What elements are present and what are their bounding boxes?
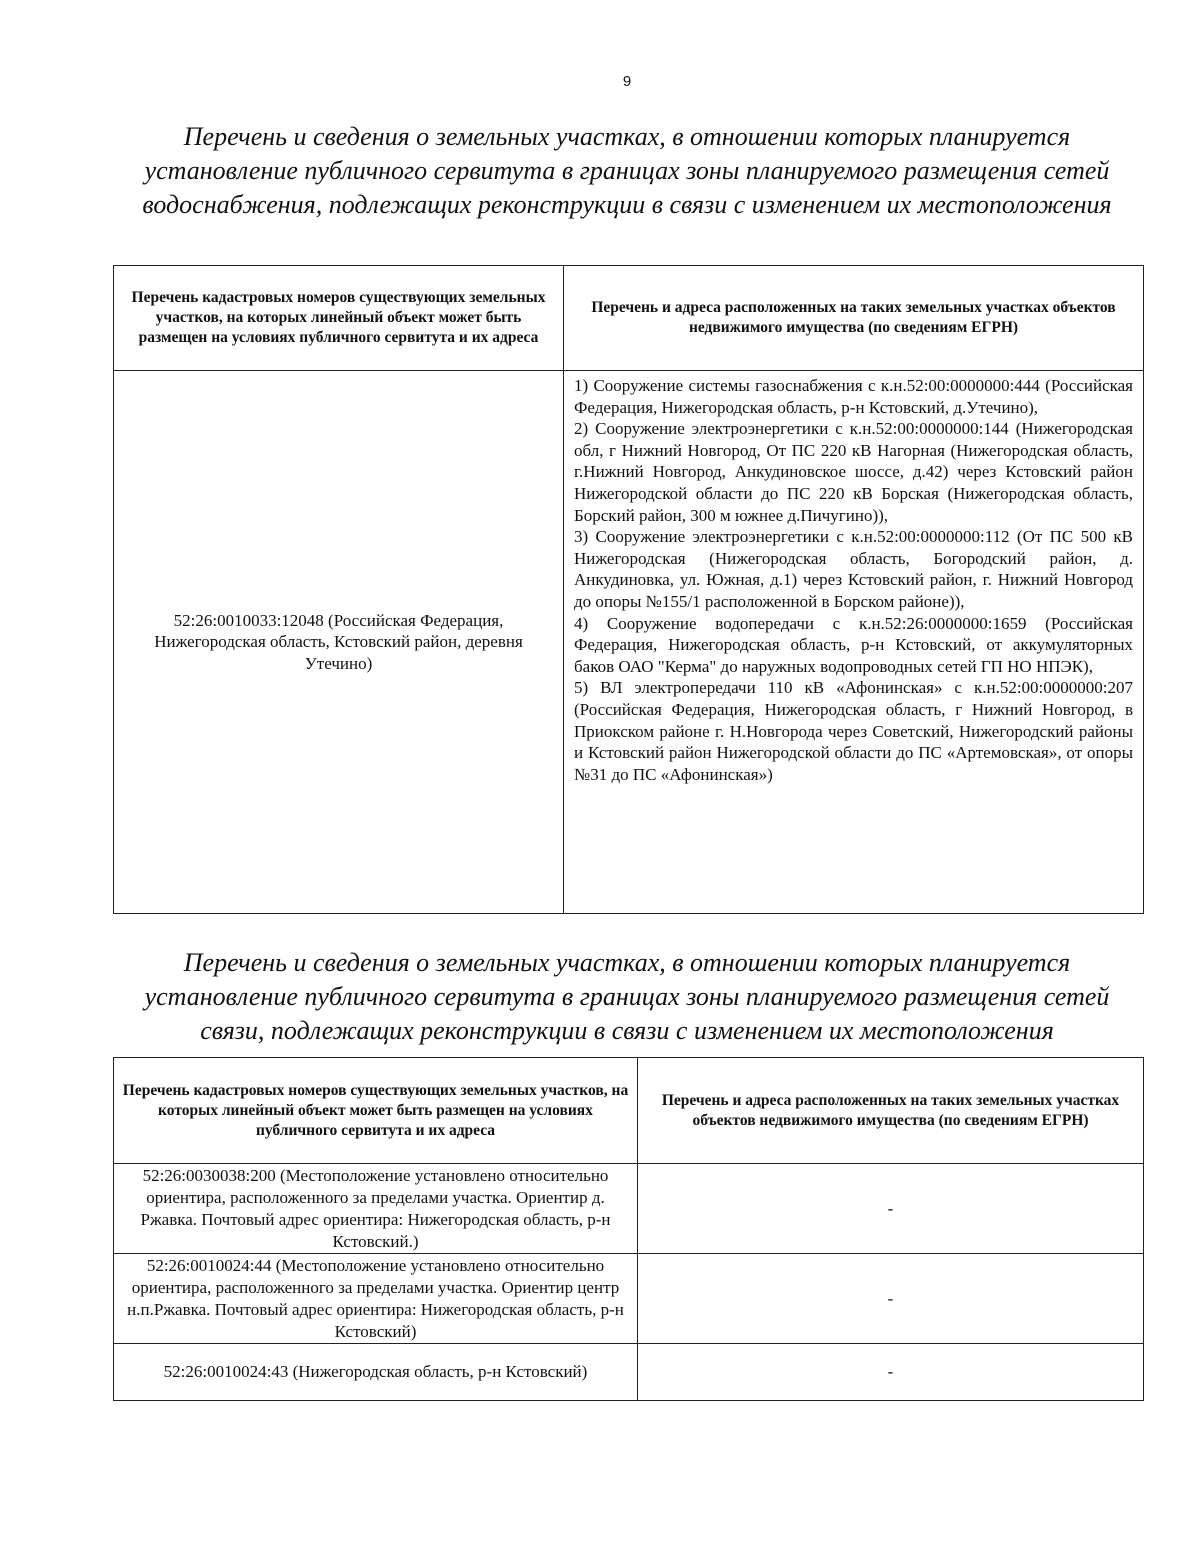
column-header-cadastral-numbers: Перечень кадастровых номеров существующих земельных участков, на которых линейный объект может быть размещен на условиях публичного сервитута и их адреса	[114, 1058, 638, 1164]
object-item: 5) ВЛ электропередачи 110 кВ «Афонинская» с к.н.52:00:0000000:207 (Российская Федерация, Нижегородская область, г Нижний Новгород, в Приокском районе г. Н.Новгорода через Советский, Нижегородский районы и Кстовский район Нижегородской области до ПС «Артемовская», от опоры №31 до ПС «Афонинская»)	[574, 678, 1133, 784]
table-row	[114, 371, 1144, 914]
plot-cell: 52:26:0010024:43 (Нижегородская область, р-н Кстовский)	[114, 1344, 638, 1401]
plot-cell: 52:26:0010024:44 (Местоположение установлено относительно ориентира, расположенного за пределами участка. Ориентир центр н.п.Ржавка. Почтовый адрес ориентира: Нижегородская область, р-н Кстовский)	[114, 1254, 638, 1344]
table-row	[114, 1254, 1144, 1344]
object-item: 3) Сооружение электроэнергетики с к.н.52:00:0000000:112 (От ПС 500 кВ Нижегородская (Нижегородская область, Богородский район, д. Анкудиновка, ул. Южная, д.1) через Кстовский район, г. Нижний Новгород до опоры №155/1 расположенной в Борском районе)),	[574, 527, 1133, 611]
communication-plots-table	[113, 1057, 1144, 1401]
plot-cell: 52:26:0010033:12048 (Российская Федерация, Нижегородская область, Кстовский район, деревня Утечино)	[114, 371, 564, 914]
section-title-communication-networks: Перечень и сведения о земельных участках, в отношении которых планируется установление публичного сервитута в границах зоны планируемого размещения сетей связи, подлежащих реконструкции в связи с изменением их местоположения	[144, 948, 1110, 1045]
table-header-row	[114, 1058, 1144, 1164]
object-item: 2) Сооружение электроэнергетики с к.н.52:00:0000000:144 (Нижегородская обл, г Нижний Новгород, От ПС 220 кВ Нагорная (Нижегородская область, г.Нижний Новгород, Анкудиновское шоссе, д.42) через Кстовский район Нижегородской области до ПС 220 кВ Борская (Нижегородская область, Борский район, 300 м южнее д.Пичугино)),	[574, 419, 1133, 525]
objects-cell: -	[638, 1254, 1144, 1344]
column-header-cadastral-numbers: Перечень кадастровых номеров существующих земельных участков, на которых линейный объект может быть размещен на условиях публичного сервитута и их адреса	[114, 266, 564, 371]
objects-cell: -	[638, 1164, 1144, 1254]
object-item: 4) Сооружение водопередачи с к.н.52:26:0000000:1659 (Российская Федерация, Нижегородская область, р-н Кстовский, от аккумуляторных баков ОАО "Керма" до наружных водопроводных сетей ГП НО НПЭК),	[574, 613, 1133, 676]
plot-cell: 52:26:0030038:200 (Местоположение установлено относительно ориентира, расположенного за пределами участка. Ориентир д. Ржавка. Почтовый адрес ориентира: Нижегородская область, р-н Кстовский.)	[114, 1164, 638, 1254]
column-header-real-estate-objects: Перечень и адреса расположенных на таких земельных участках объектов недвижимого имущества (по сведениям ЕГРН)	[638, 1058, 1144, 1164]
section-title-water-supply: Перечень и сведения о земельных участках, в отношении которых планируется установление публичного сервитута в границах зоны планируемого размещения сетей водоснабжения, подлежащих реконструкции в связи с изменением их местоположения	[142, 122, 1112, 219]
table-row	[114, 1344, 1144, 1401]
column-header-real-estate-objects: Перечень и адреса расположенных на таких земельных участках объектов недвижимого имущества (по сведениям ЕГРН)	[564, 266, 1144, 371]
page-number: 9	[622, 73, 632, 90]
table-row	[114, 1164, 1144, 1254]
objects-cell: -	[638, 1344, 1144, 1401]
objects-cell	[564, 371, 1144, 914]
water-supply-plots-table	[113, 265, 1144, 914]
table-header-row	[114, 266, 1144, 371]
object-item: 1) Сооружение системы газоснабжения с к.н.52:00:0000000:444 (Российская Федерация, Нижегородская область, р-н Кстовский, д.Утечино),	[574, 376, 1133, 417]
